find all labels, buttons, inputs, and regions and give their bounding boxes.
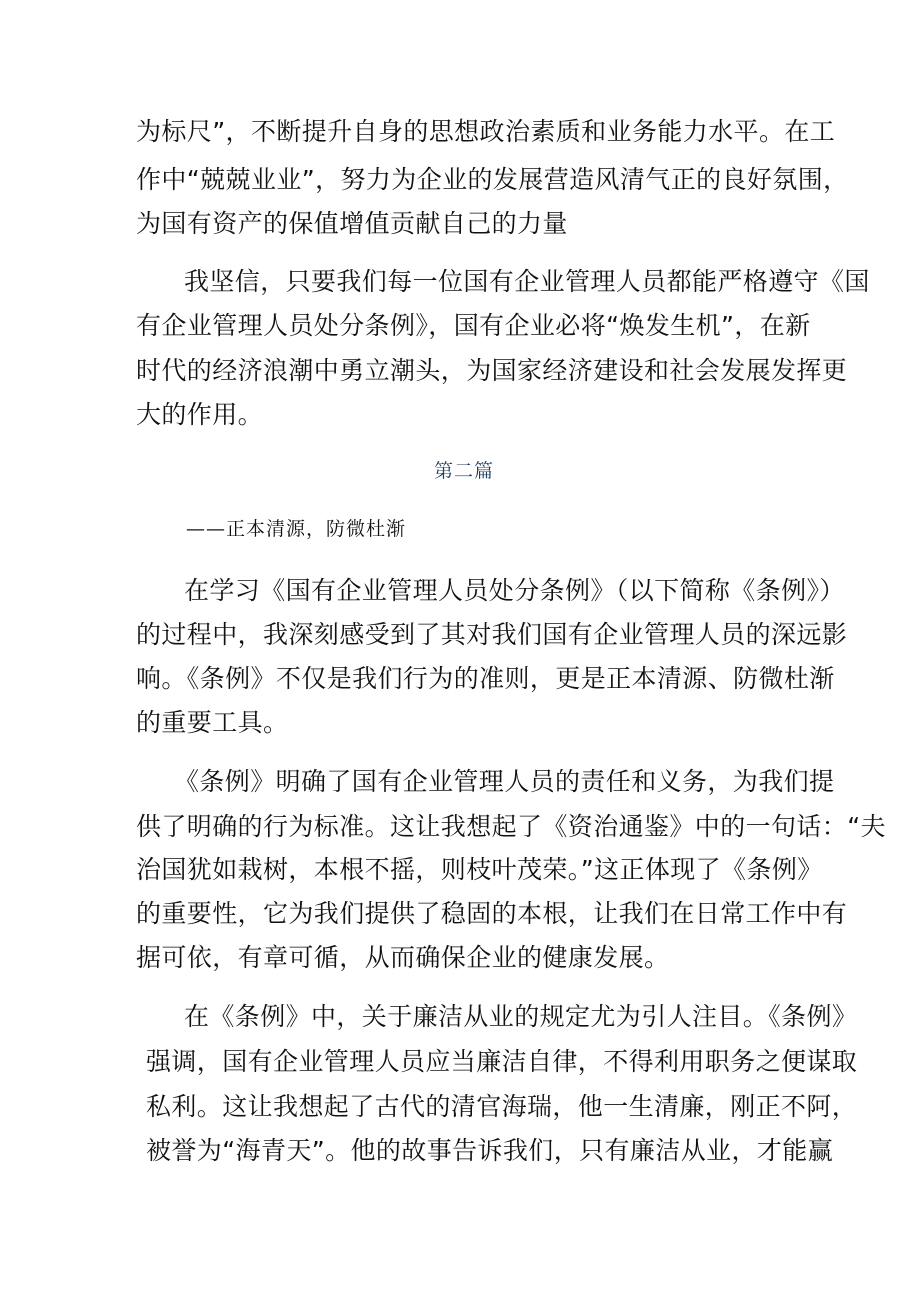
paragraph-line: 的过程中，我深刻感受到了其对我们国有企业管理人员的深远影 bbox=[136, 620, 848, 649]
paragraph-line: 为标尺”，不断提升自身的思想政治素质和业务能力水平。在工 bbox=[136, 117, 836, 146]
paragraph-line: 强调，国有企业管理人员应当廉洁自律，不得利用职务之便谋取 bbox=[146, 1047, 858, 1076]
section-heading: 第二篇 bbox=[434, 460, 495, 482]
paragraph-line: 为国有资产的保值增值贡献自己的力量 bbox=[136, 209, 568, 238]
paragraph-line: 在学习《国有企业管理人员处分条例》（以下简称《条例》） bbox=[184, 576, 845, 605]
paragraph-line: 《条例》明确了国有企业管理人员的责任和义务，为我们提 bbox=[174, 767, 835, 796]
paragraph-line: 响。《条例》不仅是我们行为的准则，更是正本清源、防微杜渐 bbox=[136, 664, 835, 693]
paragraph-line: 有企业管理人员处分条例》，国有企业必将“焕发生机”，在新 bbox=[136, 311, 811, 340]
paragraph-line: 在《条例》中，关于廉洁从业的规定尤为引人注目。《条例》 bbox=[184, 1002, 858, 1031]
paragraph-line: 大的作用。 bbox=[136, 400, 264, 429]
paragraph-line: 供了明确的行为标准。这让我想起了《资治通鉴》中的一句话：“夫 bbox=[136, 812, 886, 841]
paragraph-line: 的重要工具。 bbox=[136, 708, 289, 737]
paragraph-line: 我坚信，只要我们每一位国有企业管理人员都能严格遵守《国 bbox=[184, 267, 870, 296]
section-subtitle: ——正本清源，防微杜渐 bbox=[186, 518, 407, 540]
paragraph-line: 时代的经济浪潮中勇立潮头，为国家经济建设和社会发展发挥更 bbox=[136, 356, 848, 385]
paragraph-line: 作中“兢兢业业”，努力为企业的发展营造风清气正的良好氛围， bbox=[136, 165, 849, 194]
paragraph-line: 私利。这让我想起了古代的清官海瑞，他一生清廉，刚正不阿， bbox=[146, 1092, 858, 1121]
paragraph-line: 据可依，有章可循，从而确保企业的健康发展。 bbox=[136, 943, 670, 972]
paragraph-line: 的重要性，它为我们提供了稳固的本根，让我们在日常工作中有 bbox=[136, 899, 848, 928]
paragraph-line: 治国犹如栽树，本根不摇，则枝叶茂荣。”这正体现了《条例》 bbox=[136, 855, 823, 884]
paragraph-line: 被誉为“海青天”。他的故事告诉我们，只有廉洁从业，才能赢 bbox=[146, 1136, 834, 1165]
